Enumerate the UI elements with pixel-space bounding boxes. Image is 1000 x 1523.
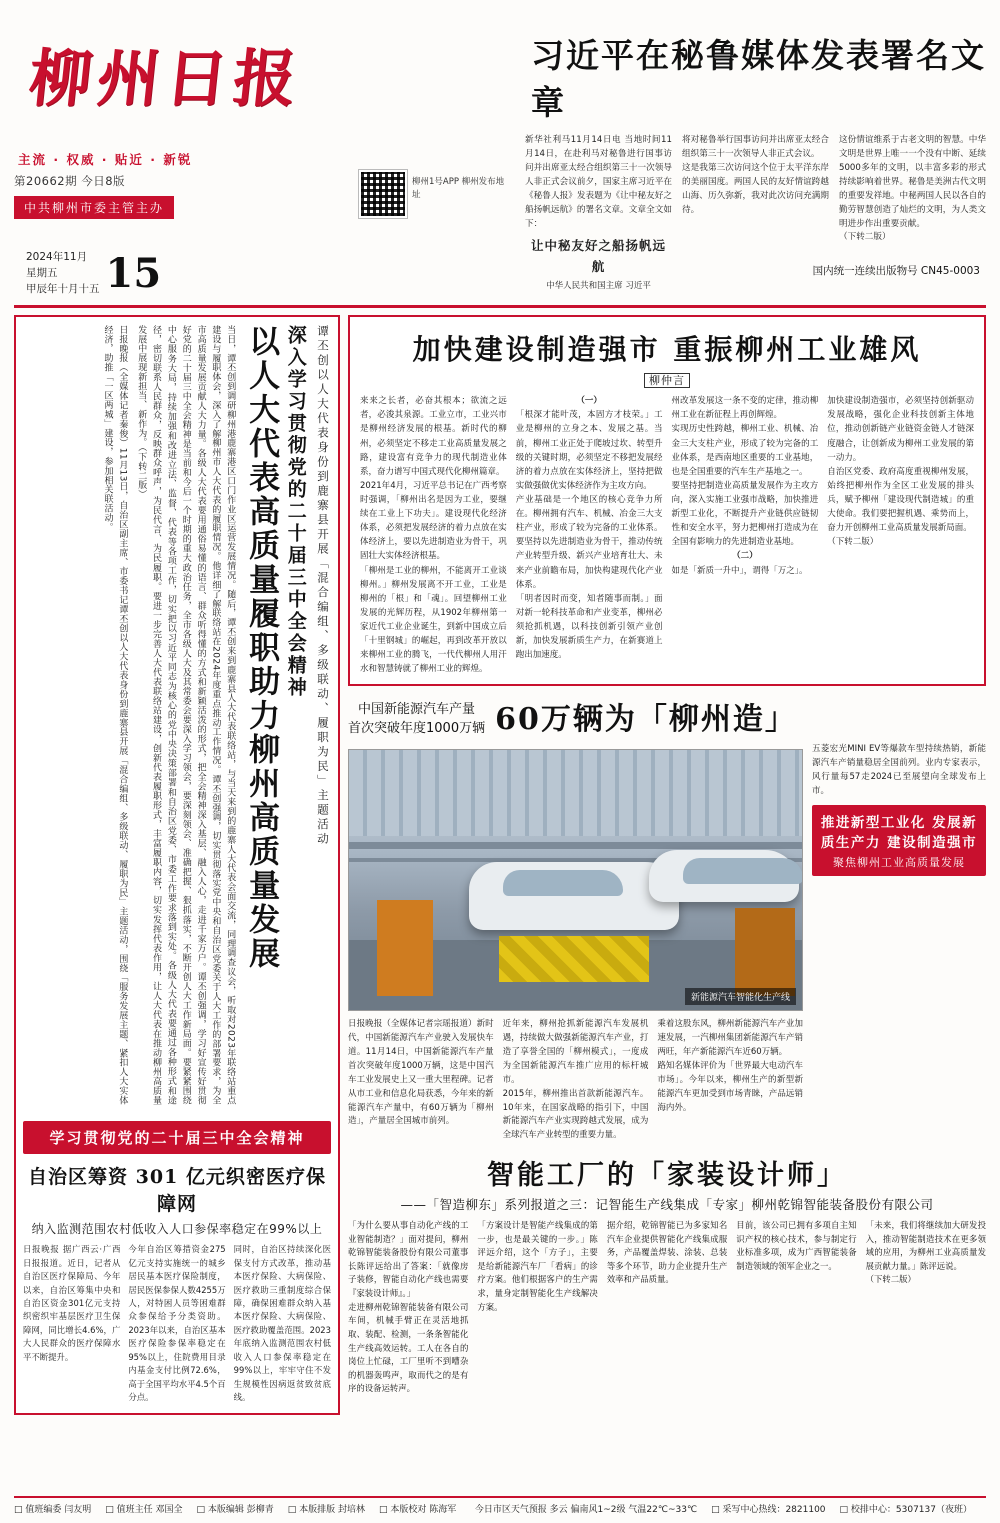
industry-banner (812, 805, 986, 876)
opinion-col-3-note: 如是「新质一升中」，谓得「万之」。 (671, 565, 808, 576)
opinion-col-2-p1: 「根深才能叶茂，本固方才枝荣。」工业是柳州的立身之本、发展之基。当前，柳州工业正处于爬坡过坎、转型升级的关键时期，必须坚定不移把发展经济的着力点放在实体经济上，坚持把做实做强做优实体经济作为主攻方向。 (515, 410, 663, 491)
photo-machine-1 (377, 900, 433, 996)
opinion-section-1-heading: （一） (576, 396, 602, 407)
ev-news-content (348, 743, 986, 1143)
photo-ceiling (349, 750, 802, 836)
sf-col-4 (736, 1219, 856, 1396)
qr-caption: 柳州1号APP 柳州发布地址 (412, 177, 505, 200)
ev-col-3-p2: 路知名媒体评价为「世界最大电动汽车市场」。今年以来，柳州生产的新型新能源汽车更加受到市场青睐，产品远销海内外。 (657, 1060, 804, 1113)
sf-col-3 (607, 1219, 727, 1396)
registration-number: 国内统一连续出版物号 CN45-0003 (812, 265, 980, 278)
opinion-section-2-heading: （二） (732, 551, 758, 562)
opinion-columns (360, 394, 974, 676)
photo-beam-1 (349, 842, 802, 849)
ev-col-4: 五菱宏光MINI EV等爆款车型持续热销，新能源汽车产销量稳居全国前列。业内专家表示，风行量每57走2024已至展望向全球发布上市。 (812, 744, 986, 796)
opinion-col-4-jump: （下转二版） (827, 537, 879, 548)
ev-col-3-p1: 乘着这股东风，柳州新能源汽车产业加速发展，一汽柳州集团新能源汽车产销两旺，年产新能源汽车近60万辆。 (657, 1019, 804, 1058)
footer-divider (14, 1496, 986, 1498)
opinion-byline (360, 372, 974, 388)
lead-col-3-jump: （下转二版） (839, 232, 891, 243)
sf-col-5-p1: 「未来，我们将继续加大研发投入，推动智能制造技术在更多领域的应用，为柳州工业高质量发展贡献力量。」陈评远说。 (865, 1220, 987, 1271)
footer-weather: 今日市区天气预报 多云 偏南风1~2级 气温22℃~33℃ (474, 1505, 698, 1515)
date-day-number: 15 (105, 249, 162, 297)
opinion-byline-text: 柳仲言 (644, 373, 690, 388)
opinion-col-3-p3: 要坚持把制造业高质量发展作为主攻方向，深入实施工业强市战略，加快推进新型工业化，不断提升产业链供应链韧性和安全水平，努力把柳州打造成为在全国有影响力的先进制造业基地。 (671, 480, 819, 548)
left-section2-title: 自治区筹资 301 亿元织密医疗保障网 (28, 1166, 326, 1216)
footer-staff (14, 1502, 470, 1515)
smart-factory-body (348, 1219, 986, 1396)
left-article-source: 日报晚报（全媒体记者秦俊）11月13日，自治区副主席、市委书记谭丕创以人大代表身份到鹿寨县开展「混合编组、多级联动、履职为民」主题活动，围绕「服务发展主题、紧扣人大实体经济，助推「一区两城」建设，参加相关联活动。 (102, 325, 128, 1106)
left-article-kicker: 谭丕创以人大代表身份到鹿寨县开展「混合编组、多级联动、履职为民」主题活动 (316, 325, 330, 848)
left-article-body: 当日，谭丕创到调研柳州港鹿寨港区口门作业区运营发展情况。随后，谭丕创来到鹿寨县人大代表联络站，与当天来到的鹿寨人大代表会面交流，同理调查议会，听取对2023年联络站重点建设与履职体会，深入了解柳州市人大代表的履职情况。他详细了解联络站在2024年度重点推动工作情况。谭丕创强调，切实贯彻落实党中央和自治区党委关于人大工作的部署要求，为全市高质量发展贡献人大力量。各级人大代表要用通俗易懂的语言、群众听得懂的方式和新颖活泼的形式，把全会精神深入基层、融入人心，走进千家万户。谭丕创强调，学习好宣传好贯彻好党的二十届三中全会精神是当前和今后一个时期的重大政治任务，全市各级人大及其常委会要深入学习领会，要深刻领会、准确把握、狠抓落实，不断开创人大工作新局面。要紧紧围绕中心服务大局，持续加强和改进立法、监督、代表等各项工作，切实把以习近平同志为核心的党中央决策部署和自治区党委、市委工作要求落到实处。各级人大代表要通过各种形式和途径，密切联系人民群众，反映群众呼声，为民代言、为民履职。要进一步完善人大代表联络站建设，创新代表履职形式，丰富履职内容，切实发挥代表作用，让人大代表在推动柳州高质量发展中展现新担当、新作为。（下转二版） (136, 325, 236, 1106)
ev-side-column (812, 743, 986, 1143)
ev-col-2 (503, 1018, 649, 1143)
masthead-left (14, 0, 354, 242)
date-weekday: 星期五 (26, 266, 58, 279)
smart-factory-title: 智能工厂的「家装设计师」 (487, 1160, 847, 1192)
industry-banner-line2: 聚焦柳州工业高质量发展 (833, 855, 965, 869)
sf-col-3-p1: 据介绍，乾锦智能已为多家知名汽车企业提供智能化产线集成服务，产品覆盖焊装、涂装、总装等多个环节，助力企业提升生产效率和产品质量。 (606, 1220, 728, 1285)
lead-col-2 (682, 134, 829, 298)
left-section2-subtitle: 纳入监测范围农村低收入人口参保率稳定在99%以上 (31, 1222, 323, 1237)
opinion-col-1-p3: 「柳州是工业的柳州，不能离开工业谈柳州。」柳州发展离不开工业，工业是柳州的「根」和「魂」。回望柳州工业发展的光辉历程，从1902年柳州第一家近代工业企业诞生，到新中国成立后「十里钢城」的崛起，再到改革开放以来柳州工业的腾飞，一代代柳州人用汗水和智慧铸就了柳州工业的辉煌。 (360, 565, 507, 675)
footer-hotline: □ 采写中心热线：2821100 (711, 1502, 825, 1515)
lead-col-1 (525, 134, 672, 298)
photo-car-1 (469, 862, 679, 930)
qr-code-icon[interactable] (359, 170, 407, 218)
photo-caption: 新能源汽车智能化生产线 (685, 988, 796, 1005)
left-article-subtitle: 深入学习贯彻党的二十届三中全会精神 (284, 325, 307, 700)
ev-col-3 (657, 1018, 803, 1143)
ev-news-kicker-line1: 中国新能源汽车产量 (358, 701, 476, 717)
footer-typeset: □ 校排中心：5307137（夜班） (840, 1502, 972, 1515)
masthead-tags: 主流 · 权威 · 贴近 · 新锐 (18, 152, 193, 167)
sf-col-5-jump: （下转二版） (865, 1274, 916, 1285)
opinion-col-1 (360, 394, 507, 676)
sf-col-2-p1: 「方案设计是智能产线集成的第一步，也是最关键的一步。」陈评远介绍，这个「方子」，主要是给新能源汽车厂「看病」的诊疗方案。他们根据客户的生产需求，量身定制智能化生产线解决方案。 (477, 1220, 598, 1312)
masthead-host: 中共柳州市委主管主办 (14, 196, 174, 219)
date-lunar: 甲辰年十月十五 (26, 282, 100, 295)
lead-col-1-text: 新华社利马11月14日电 当地时间11月14日，在赴利马对秘鲁进行国事访问并出席亚太经合组织第三十一次领导人非正式会议前夕，国家主席习近平在《秘鲁人报》发表题为《让中秘友好之船扬帆远航》的署名文章。文章全文如下： (525, 135, 672, 229)
vertical-headline-area (23, 325, 331, 1115)
left-section2-body (23, 1243, 331, 1404)
opinion-article (348, 315, 986, 686)
lead-col-2-text-b: 这是我第三次访问这个位于太平洋东岸的美丽国度。两国人民的友好情谊跨越山海、历久弥新，我对此次访问充满期待。 (682, 162, 829, 215)
ev-photo-wrap (348, 743, 803, 1143)
sf-col-1 (348, 1219, 468, 1396)
industry-banner-line1: 推进新型工业化 发展新质生产力 建设制造强市 (820, 814, 978, 851)
page-body (14, 315, 986, 1414)
opinion-col-4 (827, 394, 974, 676)
footer-staff-2: □ 值班主任 邓国全 (105, 1502, 182, 1515)
ev-news-title: 60万辆为「柳州造」 (495, 702, 797, 738)
footer-info (475, 1502, 986, 1515)
left-section2-col-3: 同时，自治区持续深化医保支付方式改革，推动基本医疗保险、大病保险、医疗救助三重制度综合保障，确保困难群众纳入基本医疗保险、大病保险、医疗救助覆盖范围。2023年底纳入监测范围农村低收入人口参保率稳定在99%以上，牢牢守住不发生规模性因病返贫致贫底线。 (233, 1244, 331, 1403)
opinion-col-2-p2: 产业基础是一个地区的核心竞争力所在。柳州拥有汽车、机械、冶金三大支柱产业，形成了较为完备的工业体系。要坚持以先进制造业为骨干，推动传统产业转型升级、新兴产业培育壮大、未来产业前瞻布局，加快构建现代化产业体系。 (515, 495, 663, 590)
newspaper-logo: 柳州日报 (25, 42, 306, 115)
ev-news-kicker (348, 701, 485, 739)
footer-staff-1: □ 值班编委 闫友明 (14, 1502, 91, 1515)
left-column (14, 315, 340, 1414)
lead-byline: 中华人民共和国主席 习近平 (546, 280, 651, 291)
ev-news-body (348, 1018, 803, 1143)
opinion-col-4-p1: 加快建设制造强市，必须坚持创新驱动发展战略，强化企业科技创新主体地位，推动创新链产业链资金链人才链深度融合，让创新成为柳州工业发展的第一动力。 (827, 396, 974, 463)
opinion-col-2-p3: 「明者因时而变，知者随事而制。」面对新一轮科技革命和产业变革，柳州必须抢抓机遇，以科技创新引领产业创新，加快发展新质生产力，在新赛道上跑出加速度。 (515, 593, 663, 661)
footer-staff-5: □ 本版校对 陈海军 (379, 1502, 456, 1515)
opinion-col-4-p2: 自治区党委、政府高度重视柳州发展，始终把柳州作为全区工业发展的排头兵，赋予柳州「建设现代制造城」的重大使命。我们要把握机遇、乘势而上，奋力开创柳州工业高质量发展新局面。 (827, 466, 974, 534)
opinion-col-3-p1: 州改革发展这一条不变的定律，推动柳州工业在新征程上再创辉煌。 (671, 396, 819, 421)
opinion-col-3 (672, 394, 819, 676)
photo-car-2 (649, 850, 799, 902)
ev-col-2-p2: 2015年，柳州推出首款新能源汽车。10年来，在国家战略的指引下，中国新能源汽车产业实现跨越式发展，成为全球汽车产业转型的重要力量。 (502, 1088, 649, 1141)
opinion-col-1-p2: 2021年4月，习近平总书记在广西考察时强调，「柳州出名是因为工业，要继续在工业上下功夫」。建设现代化经济体系，必须把发展经济的着力点放在实体经济上，要以先进制造业为骨干，巩固壮大实体经济根基。 (360, 480, 507, 562)
ev-col-2-p1: 近年来，柳州抢抓新能源汽车发展机遇，持续做大做强新能源汽车产业，打造了享誉全国的「柳州模式」，一度成为全国新能源汽车推广应用的标杆城市。 (502, 1019, 649, 1085)
sf-col-5 (866, 1219, 986, 1396)
date-text (26, 250, 100, 297)
opinion-title: 加快建设制造强市 重振柳州工业雄风 (412, 333, 922, 367)
date-block (20, 244, 161, 297)
footer-row (14, 1502, 986, 1515)
smart-factory-subtitle: ——「智造柳东」系列报道之三：记智能生产线集成「专家」柳州乾锦智能装备股份有限公司 (400, 1197, 934, 1213)
ev-news-kicker-line2: 首次突破年度1000万辆 (348, 720, 486, 736)
ev-news-header (348, 694, 986, 738)
sf-col-2 (477, 1219, 597, 1396)
sf-col-1-p2: 走进柳州乾锦智能装备有限公司车间，机械手臂正在灵活地抓取、装配、检测，一条条智能化生产线高效运转。工人在各自的岗位上忙碌，工厂里听不到嘈杂的机器轰鸣声，取而代之的是有序的设备运转声。 (348, 1301, 469, 1394)
opinion-col-1-p1: 来来之长者，必奋其根本；欲流之远者，必浚其泉源。工业立市，工业兴市是柳州经济发展的根基。新时代的柳州，必须坚定不移走工业高质量发展之路，建设富有竞争力的现代制造业体系，奋力谱写中国式现代化柳州篇章。 (360, 396, 507, 477)
masthead-issue: 第20662期 今日8版 (14, 174, 126, 188)
left-section2-col-1: 日报晚报 据广西云·广西日报报道。近日，记者从自治区医疗保障局、今年以来，自治区筹集中央和自治区资金301亿元支持织密织牢基层医疗卫生保障网，同比增长4.6%，广大人民群众的医疗保障水平不断提升。 (23, 1244, 121, 1362)
lead-headline: 习近平在秘鲁媒体发表署名文章 (531, 36, 986, 122)
photo-lift-1 (499, 936, 649, 982)
sf-col-4-p1: 目前，该公司已拥有多项自主知识产权的核心技术，参与制定行业标准多项，成为广西智能装备制造领域的领军企业之一。 (736, 1220, 857, 1271)
left-section2-col-2: 今年自治区筹措资金275亿元支持实施统一的城乡居民基本医疗保险制度，居民医保参保人数4255万人，对特困人员等困难群众参保给予分类资助。2023年以来，自治区基本医疗保险参保率稳定在95%以上，住院费用目录内基金支付比例72.6%，高于全国平均水平4.5个百分点。 (128, 1244, 226, 1403)
date-year-month: 2024年11月 (26, 251, 88, 263)
study-ribbon: 学习贯彻党的二十届三中全会精神 (23, 1121, 331, 1154)
lead-col-3-text: 这份情谊维系于古老文明的智慧。中华文明是世界上唯一一个没有中断、延续5000多年的文明，以丰富多彩的形式持续影响着世界。秘鲁是美洲古代文明的重要发祥地。中秘两国人民以各自的勤劳智慧创造了灿烂的文明，为人类文明进步作出重要贡献。 (839, 135, 986, 229)
lead-col-2-text: 将对秘鲁举行国事访问并出席亚太经合组织第三十一次领导人非正式会议。 (682, 135, 829, 159)
page-footer (14, 1496, 986, 1515)
factory-photo (348, 749, 803, 1011)
footer-staff-3: □ 本版编辑 彭柳青 (197, 1502, 274, 1515)
masthead-middle (354, 0, 519, 242)
left-article-title: 以人大代表高质量履职助力柳州高质量发展 (243, 325, 280, 972)
right-column (348, 315, 986, 1414)
footer-staff-4: □ 本版排版 封培林 (288, 1502, 365, 1515)
lead-subhead: 让中秘友好之船扬帆远航 (530, 238, 666, 274)
masthead-divider (14, 305, 986, 308)
opinion-col-2 (516, 394, 663, 676)
opinion-col-3-p2: 实现历史性跨越，柳州工业、机械、冶金三大支柱产业，形成了较为完备的工业体系，是西南地区重要的工业基地，也是全国重要的汽车生产基地之一。 (671, 424, 819, 477)
photo-machine-2 (735, 908, 795, 996)
ev-col-1: 日报晚报（全媒体记者宗瑶报道）新时代，中国新能源汽车产业驶入发展快车道。11月14日，中国新能源汽车产量首次突破年度1000万辆，这是中国汽车工业发展史上又一重大里程碑。记者从市工业和信息化局获悉，今年来的新能源汽车产量中，有60万辆为「柳州造」，产量居全国城市前列。 (348, 1019, 494, 1127)
sf-col-1-p1: 「为什么要从事自动化产线的工业智能制造？」面对提问，柳州乾锦智能装备股份有限公司董事长陈评远给出了答案：「就像房子装修，智能自动化产线也需要『家装设计师』。」 (348, 1220, 469, 1299)
